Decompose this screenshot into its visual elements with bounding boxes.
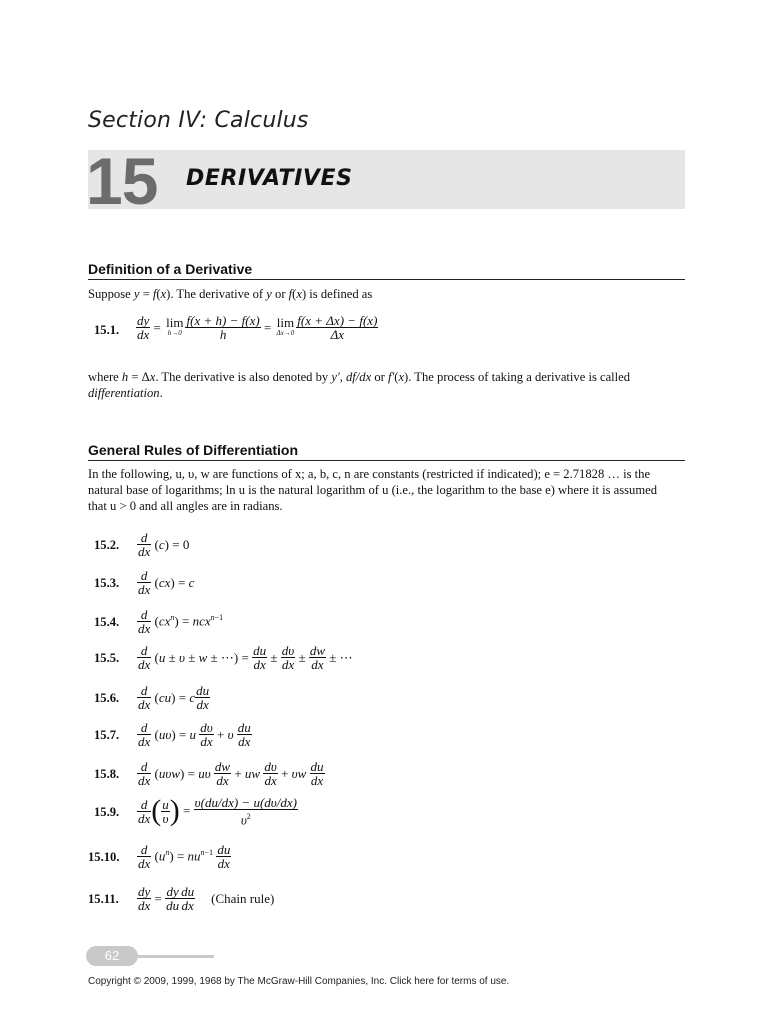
formula-number-15-2: 15.2. <box>94 538 120 552</box>
definition-heading: Definition of a Derivative <box>88 261 253 277</box>
chapter-banner <box>88 150 685 209</box>
page-number: 62 <box>86 946 138 966</box>
formula-number-15-10: 15.10. <box>88 850 120 864</box>
formula-number-15-1: 15.1. <box>94 323 120 337</box>
formula-number-15-6: 15.6. <box>94 691 120 705</box>
chapter-title: DERIVATIVES <box>186 166 353 191</box>
formula-15-8: $\frac{d}{dx}$ (uυw) = uυ $\frac{dw}{dx}$ + uw $\frac{d\upsilon}{dx}$ + υw $\frac{du}{dx}$ <box>138 759 324 788</box>
formula-15-1: $\frac{dy}{dx}$ = lim h→0 $\frac{f(x + h) - f(x)}{h}$ = lim Δx→0 $\frac{f(x + \Delta x) - f(x)}{\Delta x}$ <box>137 313 378 342</box>
formula-15-11: $\frac{dy}{dx}$ = $\frac{dy}{du}$ $\frac{du}{dx}$ (Chain rule) <box>138 884 275 913</box>
definition-notation: where h = Δx. The derivative is also denoted by y′, df/dx or f′(x). The process of taking a derivative is called differentiation. <box>88 370 631 400</box>
formula-15-3: $\frac{d}{dx}$ (cx) = c <box>138 568 195 597</box>
rules-intro: In the following, u, υ, w are functions of x; a, b, c, n are constants (restricted if indicated); e = 2.71828 … is the natural base of logarithms; ln u is the natural logarithm of u (i.e., the logarithm to the base e) where it is assumed that u > 0 and all angles are in radians. <box>88 467 658 513</box>
formula-number-15-5: 15.5. <box>94 651 120 665</box>
chain-rule-label: (Chain rule) <box>211 890 275 906</box>
formula-15-6: $\frac{d}{dx}$ (cu) = c $\frac{du}{dx}$ <box>138 683 210 712</box>
formula-number-15-9: 15.9. <box>94 805 120 819</box>
chapter-number: 15 <box>86 144 158 218</box>
rules-heading: General Rules of Differentiation <box>88 442 299 458</box>
formula-15-9: $\frac{d}{dx}$ ( $\frac{u}{\upsilon}$ ) = $\frac{\upsilon(du/dx) - u(d\upsilon/dx)}{\upsilon^2}$ <box>138 794 298 828</box>
formula-15-4: $\frac{d}{dx}$ $(cx^n) = ncx^{n-1}$ <box>138 607 224 636</box>
definition-heading-rule <box>88 279 685 280</box>
formula-number-15-3: 15.3. <box>94 576 120 590</box>
formula-15-2: $\frac{d}{dx}$ (c) = 0 <box>138 530 190 559</box>
formula-15-7: $\frac{d}{dx}$ (uυ) = u $\frac{d\upsilon}{dx}$ + υ $\frac{du}{dx}$ <box>138 720 251 749</box>
definition-intro: Suppose y = f(x). The derivative of y or f(x) is defined as <box>88 287 373 301</box>
copyright-link[interactable]: Copyright © 2009, 1999, 1968 by The McGraw-Hill Companies, Inc. Click here for terms of use. <box>88 976 510 987</box>
formula-number-15-4: 15.4. <box>94 615 120 629</box>
formula-15-10: $\frac{d}{dx}$ $(u^n) = nu^{n-1}$ $\frac{du}{dx}$ <box>138 842 231 871</box>
page-number-line <box>138 955 214 958</box>
section-title: Section IV: Calculus <box>88 108 309 133</box>
formula-15-5: $\frac{d}{dx}$ (u ± υ ± w ± ⋯) = $\frac{du}{dx}$ ± $\frac{d\upsilon}{dx}$ ± $\frac{dw}{dx}$ ± ⋯ <box>138 643 353 672</box>
formula-number-15-8: 15.8. <box>94 767 120 781</box>
formula-number-15-7: 15.7. <box>94 728 120 742</box>
formula-number-15-11: 15.11. <box>88 892 119 906</box>
rules-heading-rule <box>88 460 685 461</box>
